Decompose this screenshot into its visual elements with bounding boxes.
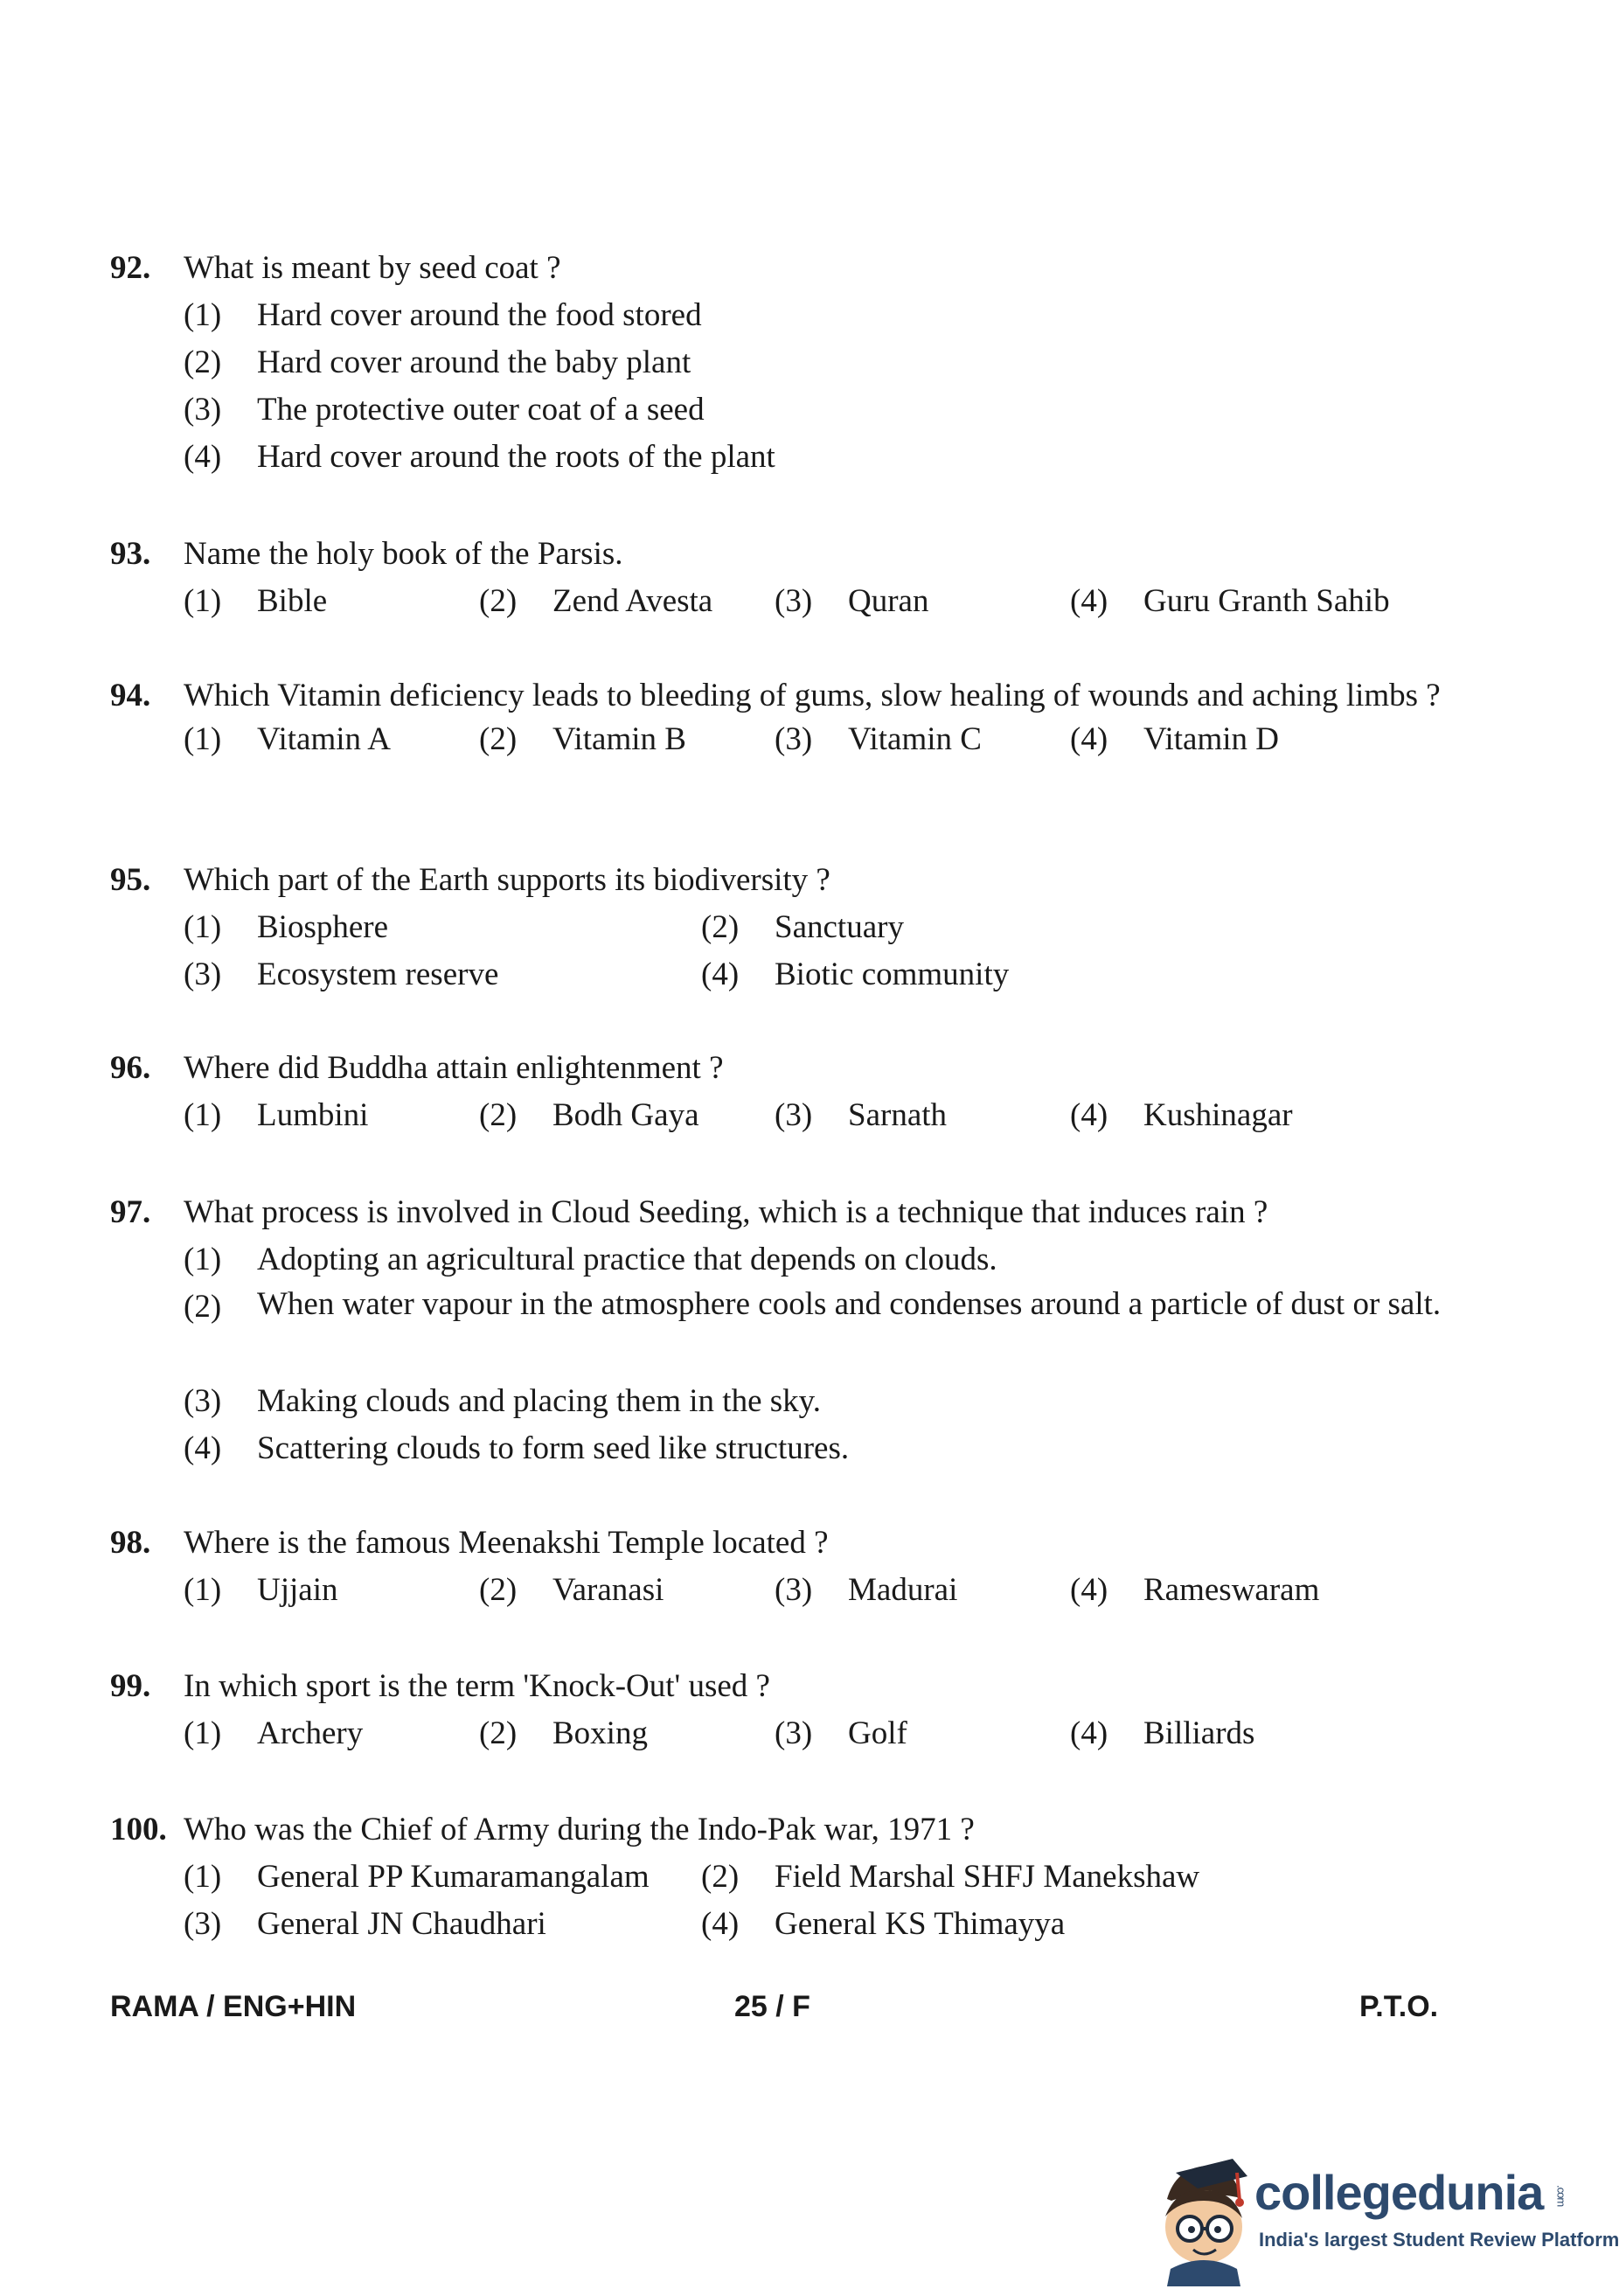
- question-95: 95. Which part of the Earth supports its biodiversity ? (1) Biosphere (2) Sanctuary (3) Ecosystem reserve (4) Biotic community: [110, 857, 1448, 998]
- option-1: (1) Hard cover around the food stored: [184, 297, 702, 333]
- brand-tagline: India's largest Student Review Platform: [1259, 2229, 1619, 2251]
- question-96: 96. Where did Buddha attain enlightenment ? (1) Lumbini (2) Bodh Gaya (3) Sarnath (4) Kushinagar: [110, 1045, 1448, 1139]
- option-2: (2) When water vapour in the atmosphere cools and condenses around a particle of dust or salt.: [184, 1286, 1442, 1325]
- question-text: Who was the Chief of Army during the Indo-Pak war, 1971 ?: [184, 1812, 975, 1847]
- option-3: (3) The protective outer coat of a seed: [184, 392, 705, 428]
- option-2: (2) Hard cover around the baby plant: [184, 344, 691, 380]
- question-number: 97.: [110, 1194, 151, 1230]
- question-number: 98.: [110, 1525, 151, 1561]
- question-number: 94.: [110, 678, 151, 713]
- mascot-icon: [1150, 2146, 1253, 2286]
- question-text: Which part of the Earth supports its biodiversity ?: [184, 862, 830, 898]
- question-text: Where is the famous Meenakshi Temple located ?: [184, 1525, 829, 1561]
- question-number: 92.: [110, 250, 151, 286]
- page-number: 25 / F: [734, 1990, 810, 2023]
- question-97: [110, 1189, 1448, 1472]
- collegedunia-logo: [1150, 2146, 1619, 2286]
- question-text: Which Vitamin deficiency leads to bleeding of gums, slow healing of wounds and aching limbs ?: [184, 678, 1441, 713]
- question-number: 93.: [110, 536, 151, 572]
- question-94: 94. Which Vitamin deficiency leads to bleeding of gums, slow healing of wounds and aching limbs ? (1) Vitamin A (2) Vitamin B (3) Vitamin C (4) Vitamin D: [110, 675, 1448, 763]
- question-text: Name the holy book of the Parsis.: [184, 536, 623, 572]
- footer-code: RAMA / ENG+HIN: [110, 1990, 357, 2023]
- question-text: What process is involved in Cloud Seeding, which is a technique that induces rain ?: [184, 1194, 1268, 1230]
- question-98: 98. Where is the famous Meenakshi Temple located ? (1) Ujjain (2) Varanasi (3) Madurai (4) Rameswaram: [110, 1520, 1448, 1614]
- question-number: 96.: [110, 1050, 151, 1086]
- option-1: (1) Adopting an agricultural practice that depends on clouds.: [184, 1242, 997, 1277]
- option-3: (3) Making clouds and placing them in the sky.: [184, 1383, 821, 1419]
- question-number: 100.: [110, 1812, 167, 1847]
- question-100: 100. Who was the Chief of Army during the Indo-Pak war, 1971 ? (1) General PP Kumaramangalam (2) Field Marshal SHFJ Manekshaw (3) General JN Chaudhari (4) General KS Thimayya: [110, 1806, 1448, 1948]
- question-number: 99.: [110, 1668, 151, 1704]
- option-4: (4) Scattering clouds to form seed like structures.: [184, 1430, 850, 1466]
- question-93: 93. Name the holy book of the Parsis. (1) Bible (2) Zend Avesta (3) Quran (4) Guru Granth Sahib: [110, 531, 1448, 625]
- brand-name: collegedunia .com: [1254, 2165, 1568, 2220]
- question-text: What is meant by seed coat ?: [184, 250, 561, 286]
- question-92: [110, 245, 1448, 481]
- question-99: 99. In which sport is the term 'Knock-Out' used ? (1) Archery (2) Boxing (3) Golf (4) Billiards: [110, 1663, 1448, 1757]
- question-text: In which sport is the term 'Knock-Out' used ?: [184, 1668, 770, 1704]
- question-text: Where did Buddha attain enlightenment ?: [184, 1050, 724, 1086]
- option-4: (4) Hard cover around the roots of the plant: [184, 439, 775, 475]
- question-number: 95.: [110, 862, 151, 898]
- pto-label: P.T.O.: [1359, 1990, 1439, 2023]
